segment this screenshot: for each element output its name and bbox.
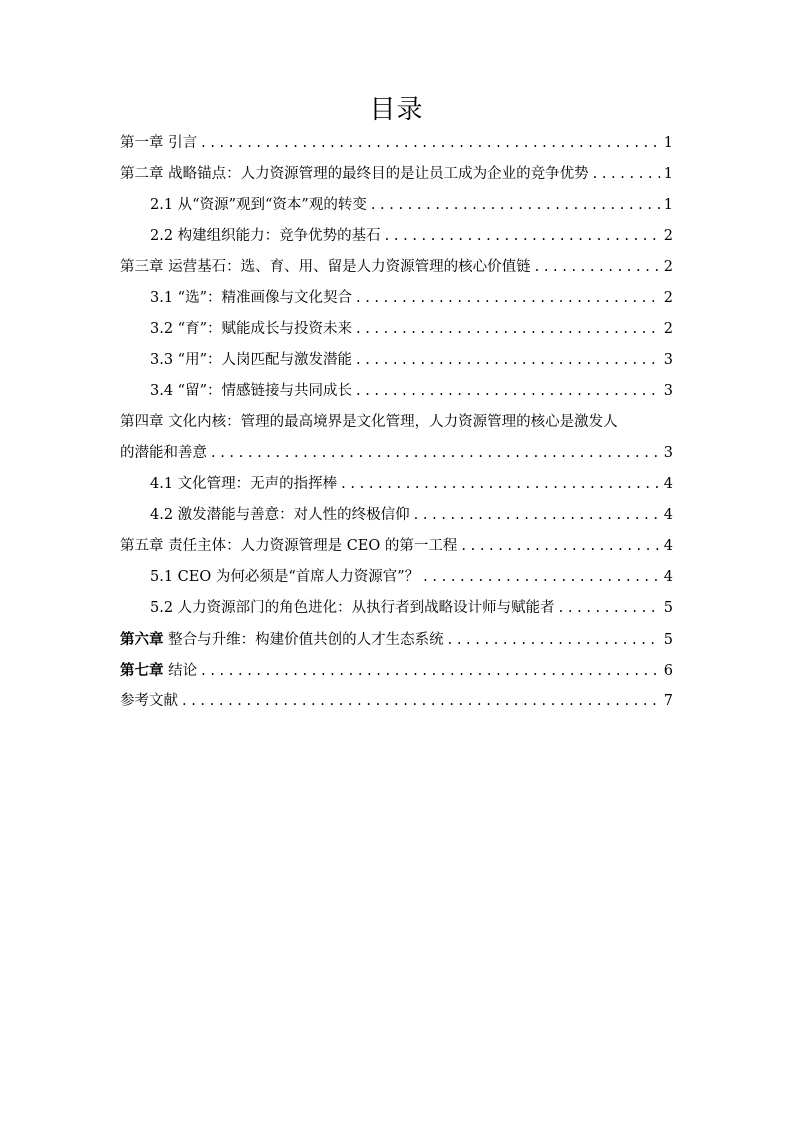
- toc-entry-text: 第二章 战略锚点：人力资源管理的最终目的是让员工成为企业的竞争优势: [120, 166, 589, 182]
- toc-entry[interactable]: [120, 252, 673, 283]
- toc-entry-text: 3.1 “选”：精准画像与文化契合: [150, 290, 352, 306]
- toc-entry[interactable]: [120, 376, 673, 407]
- toc-entry-page: 1: [663, 197, 673, 213]
- toc-entry-page: 4: [663, 569, 673, 585]
- dot-leader: [423, 562, 660, 593]
- toc-entry-text: 第一章 引言: [120, 135, 198, 151]
- dot-leader: [356, 345, 660, 376]
- toc-entry[interactable]: [120, 686, 673, 717]
- dot-leader: [201, 656, 660, 687]
- toc-entry[interactable]: [120, 531, 673, 562]
- toc-entry[interactable]: [120, 345, 673, 376]
- toc-entry-page: 2: [663, 321, 673, 337]
- toc-entry-text: 结论: [163, 663, 198, 679]
- toc-entry-text: 第五章 责任主体：人力资源管理是 CEO 的第一工程: [120, 538, 458, 554]
- dot-leader: [356, 376, 660, 407]
- toc-entry-chapter: 第七章: [120, 662, 164, 679]
- dot-leader: [201, 128, 660, 159]
- toc-entry[interactable]: [120, 624, 673, 655]
- toc-entry-page: 3: [663, 383, 673, 399]
- dot-leader: [535, 252, 660, 283]
- toc-entry-text: 4.2 激发潜能与善意：对人性的终极信仰: [150, 507, 410, 523]
- toc-entry-text: 参考文献: [120, 693, 178, 709]
- toc-entry-page: 2: [663, 259, 673, 275]
- dot-leader: [461, 531, 659, 562]
- toc-entry-text: 3.4 “留”：情感链接与共同成长: [150, 383, 352, 399]
- toc-entry[interactable]: [120, 407, 673, 469]
- dot-leader: [593, 159, 660, 190]
- toc-entry[interactable]: [120, 314, 673, 345]
- toc-entry[interactable]: [120, 500, 673, 531]
- toc-entry-text: 2.2 构建组织能力：竞争优势的基石: [150, 228, 381, 244]
- toc-entry-page: 4: [663, 538, 673, 554]
- toc-entry-chapter: 第六章: [120, 631, 164, 648]
- toc-entry-text: 3.3 “用”：人岗匹配与激发潜能: [150, 352, 352, 368]
- toc-entry[interactable]: [120, 562, 673, 593]
- dot-leader: [414, 500, 660, 531]
- toc-entry-text-line2: 的潜能和善意: [120, 445, 207, 461]
- dot-leader: [385, 221, 660, 252]
- page-title: 目录: [369, 95, 424, 125]
- toc-entry-text: 整合与升维：构建价值共创的人才生态系统: [163, 632, 444, 648]
- toc-entry-text: 5.1 CEO 为何必须是“首席人力资源官”？: [150, 569, 420, 585]
- toc-entry[interactable]: [120, 655, 673, 686]
- toc-entry-page: 6: [663, 663, 673, 679]
- toc-entry-text: 4.1 文化管理：无声的指挥棒: [150, 476, 338, 492]
- toc-entry-page: 7: [663, 693, 673, 709]
- dot-leader: [371, 190, 660, 221]
- toc-entry[interactable]: [120, 190, 673, 221]
- toc-entry-page: 4: [663, 507, 673, 523]
- toc-entry-text: 5.2 人力资源部门的角色进化：从执行者到战略设计师与赋能者: [150, 600, 555, 616]
- toc-entry-page: 1: [663, 135, 673, 151]
- toc-entry-page: 3: [663, 445, 673, 461]
- toc-entry[interactable]: [120, 159, 673, 190]
- toc-entry-text-line1: 第四章 文化内核：管理的最高境界是文化管理，人力资源管理的核心是激发人: [120, 414, 618, 430]
- toc-entry-page: 3: [663, 352, 673, 368]
- toc-entry-page: 2: [663, 290, 673, 306]
- table-of-contents: [120, 128, 673, 717]
- toc-entry-page: 4: [663, 476, 673, 492]
- toc-entry[interactable]: [120, 469, 673, 500]
- dot-leader: [341, 469, 660, 500]
- dot-leader: [211, 438, 660, 469]
- toc-entry-page: 5: [663, 600, 673, 616]
- toc-entry[interactable]: [120, 128, 673, 159]
- toc-entry-page: 1: [663, 166, 673, 182]
- toc-entry-text: 3.2 “育”：赋能成长与投资未来: [150, 321, 352, 337]
- toc-entry-page: 5: [663, 632, 673, 648]
- toc-entry[interactable]: [120, 593, 673, 624]
- dot-leader: [356, 314, 660, 345]
- toc-entry-text: 第三章 运营基石：选、育、用、留是人力资源管理的核心价值链: [120, 259, 531, 275]
- dot-leader: [559, 593, 660, 624]
- toc-entry-page: 2: [663, 228, 673, 244]
- dot-leader: [448, 625, 660, 656]
- toc-entry[interactable]: [120, 221, 673, 252]
- toc-entry[interactable]: [120, 283, 673, 314]
- dot-leader: [356, 283, 660, 314]
- toc-entry-text: 2.1 从“资源”观到“资本”观的转变: [150, 197, 367, 213]
- dot-leader: [182, 686, 660, 717]
